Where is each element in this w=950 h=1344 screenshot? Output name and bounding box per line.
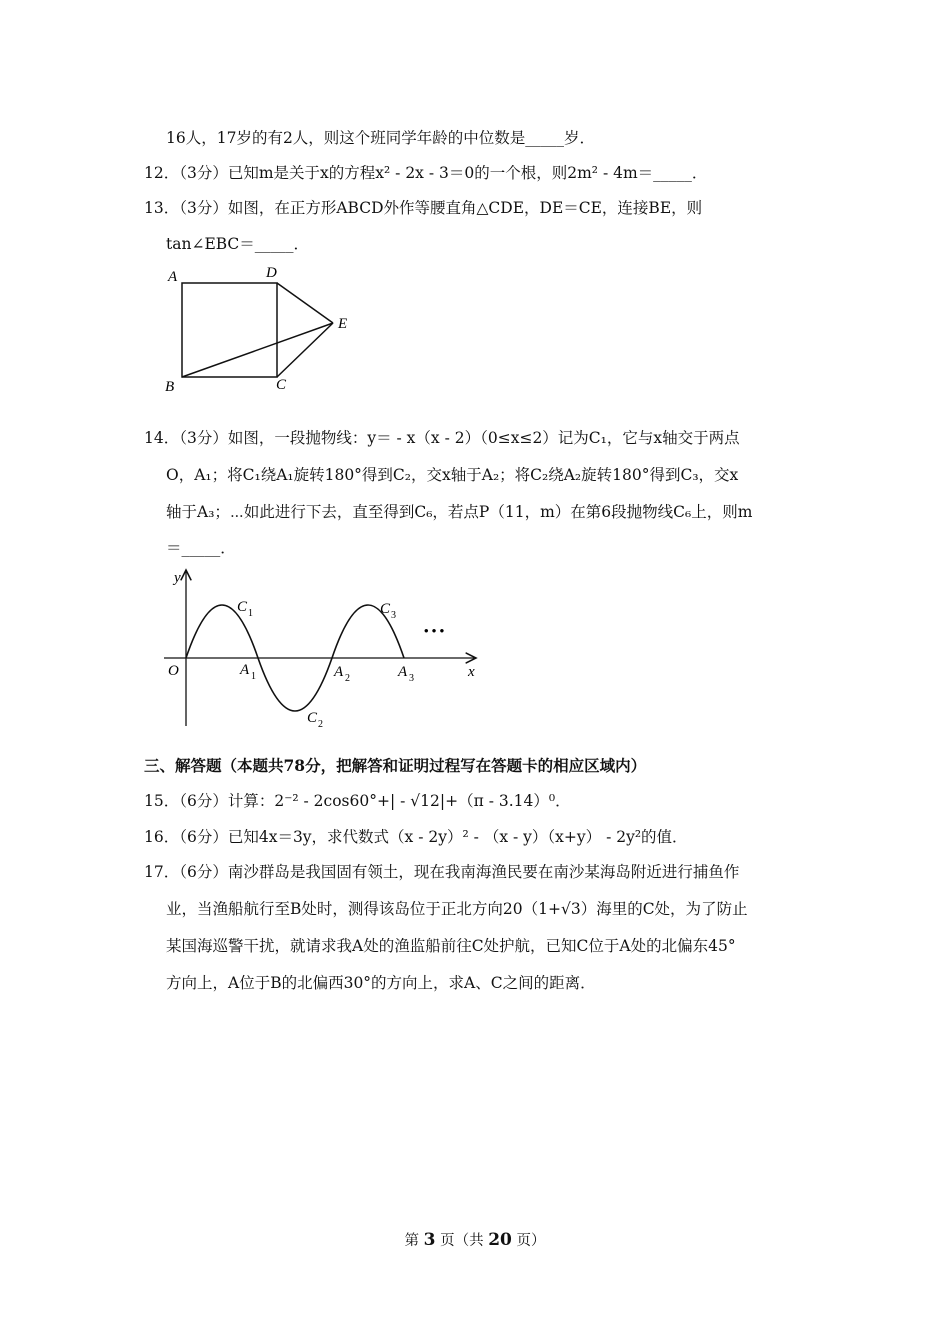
label-A3-sub: 3 (409, 673, 414, 684)
page-footer (0, 1229, 950, 1250)
section-3-heading: 三、解答题（本题共78分，把解答和证明过程写在答题卡的相应区域内） (144, 756, 647, 775)
figure-14-parabolas (158, 562, 488, 732)
question-17-line2: 业，当渔船航行至B处时，测得该岛位于正北方向20（1+√3）海里的C处，为了防止 (166, 900, 748, 918)
question-14-line4: ＝_____． (166, 539, 236, 557)
label-B: B (165, 379, 175, 395)
label-C3-sub: 3 (391, 610, 396, 621)
question-14-line3: 轴于A₃；⋯如此进行下去，直至得到C₆，若点P（11，m）在第6段抛物线C₆上，则m (166, 503, 753, 521)
question-12: 12．（3分）已知m是关于x的方程x² - 2x - 3＝0的一个根，则2m² - 4m＝_____． (144, 164, 708, 182)
label-C3: C (380, 601, 391, 617)
question-17-line1: 17．（6分）南沙群岛是我国固有领土，现在我南海渔民要在南沙某海岛附近进行捕鱼作 (144, 863, 740, 881)
label-A2: A (334, 664, 344, 680)
question-14-line1: 14．（3分）如图，一段抛物线：y＝ - x（x - 2）（0≤x≤2）记为C₁，它与x轴交于两点 (144, 429, 740, 447)
page-number: 3 (423, 1230, 436, 1250)
label-C1: C (237, 599, 248, 615)
figure-13-square-triangle (160, 260, 360, 395)
origin-label: O (168, 663, 179, 679)
footer-middle: 页（共 (440, 1233, 484, 1249)
question-17-line4: 方向上，A位于B的北偏西30°的方向上，求A、C之间的距离． (166, 974, 596, 992)
page-total: 20 (488, 1230, 512, 1250)
label-A3: A (398, 664, 408, 680)
question-14-line2: O，A₁；将C₁绕A₁旋转180°得到C₂，交x轴于A₂；将C₂绕A₂旋转180°得到C₃，交x (166, 466, 739, 484)
label-A: A (168, 269, 178, 285)
label-C2-sub: 2 (318, 719, 323, 730)
label-D: D (266, 265, 277, 281)
label-A1: A (240, 662, 250, 678)
question-16: 16．（6分）已知4x＝3y，求代数式（x - 2y）² - （x - y）（x+y） - 2y²的值． (144, 828, 688, 846)
question-13-line2: tan∠EBC＝_____． (166, 235, 310, 253)
label-A1-sub: 1 (251, 671, 256, 682)
ellipsis: • • • (424, 623, 445, 638)
label-C2: C (307, 710, 318, 726)
label-C: C (276, 377, 287, 393)
question-13-line1: 13．（3分）如图，在正方形ABCD外作等腰直角△CDE，DE＝CE，连接BE，则 (144, 199, 703, 217)
question-17-line3: 某国海巡警干扰，就请求我A处的渔监船前往C处护航，已知C位于A处的北偏东45° (166, 937, 736, 955)
label-A2-sub: 2 (345, 673, 350, 684)
footer-prefix: 第 (404, 1233, 420, 1249)
q11-continuation: 16人，17岁的有2人，则这个班同学年龄的中位数是_____岁． (166, 129, 596, 147)
axis-label-x: x (468, 664, 475, 680)
question-15: 15．（6分）计算：2⁻² - 2cos60°+| - √12|+（π - 3.14）⁰． (144, 792, 571, 810)
footer-suffix: 页） (516, 1233, 546, 1249)
label-C1-sub: 1 (248, 608, 253, 619)
label-E: E (338, 316, 348, 332)
axis-label-y: y (174, 570, 181, 586)
